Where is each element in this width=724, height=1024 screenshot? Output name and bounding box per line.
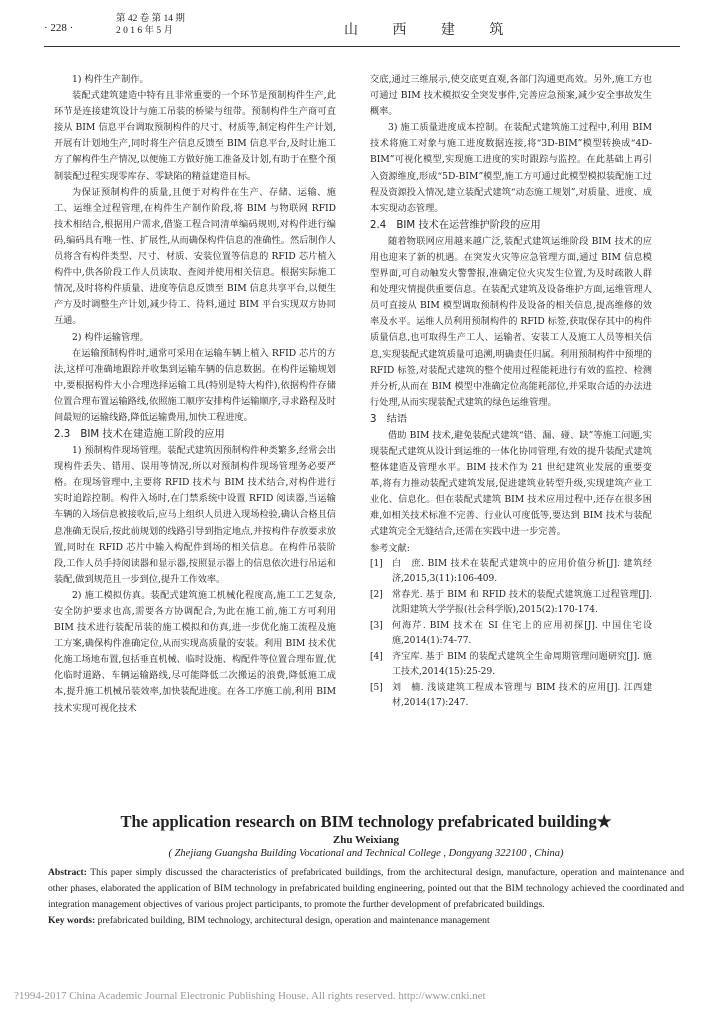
english-keywords (48, 913, 684, 929)
reference-item (370, 619, 652, 650)
section-heading: 2.4 BIM 技术在运营维护阶段的应用 (370, 219, 541, 231)
body-paragraph: 1) 构件生产制作。 (72, 74, 149, 85)
english-title: The application research on BIM technology prefabricated building★ (120, 812, 612, 831)
abstract-text: This paper simply discussed the characteristics of prefabricated buildings, from the architectural design, manufacture, operation and maintenance and other phases, elaborated the application of BIM technology in prefabricated building engineering, pointed out that the BIM technology achieved the coordinated and integration management objectives of various project participants, to promote the further development of prefabricated buildings. (48, 867, 684, 910)
volume-issue: 第 42 卷 第 14 期 (116, 14, 185, 24)
body-paragraph: 随着物联网应用越来越广泛,装配式建筑运维阶段 BIM 技术的应用也迎来了新的机遇。在突发火灾等应急管理方面,通过 BIM 信息模型界面,可自动触发火警警报,准确定位火灾发生位置,为及时疏散人群和处理灾情提供重要信息。在装配式建筑及设备维护方面,运维管理人员可直接从 BIM 模型调取预制构件及设备的相关信息,提高维修的效率及水平。运维人员利用预制构件的 RFID 标签,获取保存其中的构件质量信息,也可取得生产工人、运输者、安装工人及施工人员等相关信息,实现装配式建筑质量可追溯,明确责任归属。利用预制构件中预埋的 RFID 标签,对装配式建筑的整个使用过程能耗进行有效的监控、检测并分析,从而在 BIM 模型中准确定位高能耗部位,并采取合适的办法进行处理,从而实现装配式建筑的绿色运维管理。 (370, 235, 652, 408)
abstract-label: Abstract: (48, 867, 87, 878)
body-paragraph: 在运输预制构件时,通常可采用在运输车辆上植入 RFID 芯片的方法,这样可准确地跟踪并收集到运输车辆的信息数据。在构件运输规划中,要根据构件大小合理选择运输工具(特别是特大构件),依据构件存储位置合理布置运输路线,依照施工顺序安排构件运输顺序,寻求路程及时间最短的运输线路,降低运输费用,加快工程进度。 (54, 347, 336, 423)
reference-number: [5] (370, 682, 383, 693)
english-abstract (48, 865, 684, 913)
reference-text: 齐宝库. 基于 BIM 的装配式建筑全生命周期管理问题研究[J]. 施工技术,2014(15):25-29. (392, 651, 652, 678)
section-heading: 2.3 BIM 技术在建造施工阶段的应用 (54, 429, 225, 441)
reference-number: [2] (370, 589, 383, 600)
reference-item (370, 557, 652, 588)
reference-item (370, 650, 652, 681)
english-author: Zhu Weixiang (332, 834, 400, 846)
section-heading: 3 结语 (370, 413, 408, 425)
body-paragraph: 交底,通过三维展示,使交底更直观,各部门沟通更高效。另外,施工方也可通过 BIM 技术模拟安全突发事件,完善应急预案,减少安全事故发生概率。 (370, 74, 652, 118)
reference-number: [3] (370, 620, 383, 631)
page-number: · 228 · (44, 22, 74, 34)
reference-item (370, 681, 652, 712)
copyright-footer: ?1994-2017 China Academic Journal Electronic Publishing House. All rights reserved. http://www.cnki.net (14, 990, 486, 1002)
body-paragraph: 3) 施工质量进度成本控制。在装配式建筑施工过程中,利用 BIM 技术将施工对象与施工进度数据连接,将“3D-BIM”模型转换成“4D-BIM”可视化模型,实现施工进度的实时跟踪与监控。在此基础上再引入资源维度,形成“5D-BIM”模型,施工方可通过此模型模拟装配施工过程及资源投入情况,建立装配式建筑“动态施工规划”,对质量、进度、成本实现动态管理。 (370, 122, 652, 214)
reference-text: 何海芹. BIM 技术在 SI 住宅上的应用初探[J]. 中国住宅设施,2014(1):74-77. (392, 620, 652, 647)
journal-name: 山 西 建 筑 (344, 22, 519, 38)
english-abstract-block (48, 812, 684, 929)
right-column (370, 72, 652, 712)
body-paragraph: 2) 施工模拟仿真。装配式建筑施工机械化程度高,施工工艺复杂,安全防护要求也高,需要各方协调配合,为此在施工前,施工方可利用 BIM 技术进行装配吊装的施工模拟和仿真,进一步优化施工流程及施工方案,确保构件准确定位,从而实现高质量的安装。利用 BIM 技术优化施工场地布置,包括垂直机械、临时设施、构配件等位置合理布置,优化临时道路、车辆运输路线,尽可能降低二次搬运的浪费,降低施工成本,提升施工机械吊装效率,加快装配进度。在各工序施工前,利用 BIM 技术实现可视化技术 (54, 589, 336, 714)
reference-text: 白 庶. BIM 技术在装配式建筑中的应用价值分析[J]. 建筑经济,2015,3(11):106-409. (392, 558, 652, 585)
body-paragraph: 为保证预制构件的质量,且便于对构件在生产、存储、运输、施工、运维全过程管理,在构件生产制作阶段,将 BIM 与物联网 RFID 技术相结合,根据用户需求,借鉴工程合同清单编码规则,对构件进行编码,编码具有唯一性、扩展性,从而确保构件信息的准确性。然后制作人员将含有构件类型、尺寸、材质、安装位置等信息的 RFID 芯片植入构件中,供各阶段工作人员读取、查阅并使用相关信息。根据实际施工情况,及时将构件质量、进度等信息反馈至 BIM 信息共享平台,以便生产方及时调整生产计划,减少待工、待料,通过 BIM 平台实现双方协同互通。 (54, 186, 336, 327)
body-paragraph: 2) 构件运输管理。 (72, 331, 149, 343)
keywords-text: prefabricated building, BIM technology, architectural design, operation and maintenance management (95, 915, 490, 926)
left-column (54, 72, 336, 717)
body-paragraph: 1) 预制构件现场管理。装配式建筑因预制构件种类繁多,经常会出现构件丢失、错用、误用等情况,所以对预制构件现场管理务必要严格。在现场管理中,主要将 RFID 技术与 BIM 技术结合,对构件进行实时追踪控制。构件入场时,在门禁系统中设置 RFID 阅读器,当运输车辆的入场信息被接收后,应马上组织人员进入现场检验,确认合格且信息准确无误后,按此前规划的线路引导到指定地点,并按构件存放要求放置,同时在 RFID 芯片中输入构配件到场的相关信息。在构件吊装阶段,工作人员手持阅读器和显示器,按照显示器上的信息依次进行吊运和装配,做到规范且一步到位,提升工作效率。 (54, 445, 336, 585)
reference-text: 刘 楠. 浅谈建筑工程成本管理与 BIM 技术的应用[J]. 江西建材,2014(17):247. (392, 682, 652, 709)
body-paragraph: 借助 BIM 技术,避免装配式建筑“错、漏、碰、缺”等施工问题,实现装配式建筑从设计到运维的一体化协同管理,有效的提升装配式建筑整体建造及管理水平。BIM 技术作为 21 世纪建筑业发展的重要变革,将有力推动装配式建筑发展,促进建筑业转型升级,实现建筑产业工业化、信息化。但在装配式建筑 BIM 技术应用过程中,还存在很多困难,如相关技术标准不完善、行业认可度低等,要达到 BIM 技术与装配式建筑完全无缝结合,还需在实践中进一步完善。 (370, 429, 652, 538)
reference-number: [1] (370, 558, 383, 569)
issue-date: 2 0 1 6 年 5 月 (116, 26, 174, 36)
reference-number: [4] (370, 651, 383, 662)
issue-info (116, 13, 185, 37)
page-header (44, 12, 680, 47)
reference-text: 常春光. 基于 BIM 和 RFID 技术的装配式建筑施工过程管理[J]. 沈阳建筑大学学报(社会科学版),2015(2):170-174. (392, 589, 652, 616)
references-title: 参考文献: (370, 542, 410, 554)
keywords-label: Key words: (48, 915, 96, 926)
reference-item (370, 588, 652, 619)
body-paragraph: 装配式建筑建造中特有且非常重要的一个环节是预制构件生产,此环节是连接建筑设计与施工吊装的桥梁与纽带。预制构件生产商可直接从 BIM 信息平台调取预制构件的尺寸、材质等,制定构件生产计划,开展有计划地生产,同时将生产信息反馈至 BIM 信息平台,及时让施工方了解构件生产情况,以便施工方做好施工准备及计划,有助于在整个预制装配过程实现零库存、零缺陷的精益建造目标。 (54, 90, 336, 182)
english-affiliation: ( Zhejiang Guangsha Building Vocational and Technical College , Dongyang 322100 , China) (168, 848, 564, 859)
